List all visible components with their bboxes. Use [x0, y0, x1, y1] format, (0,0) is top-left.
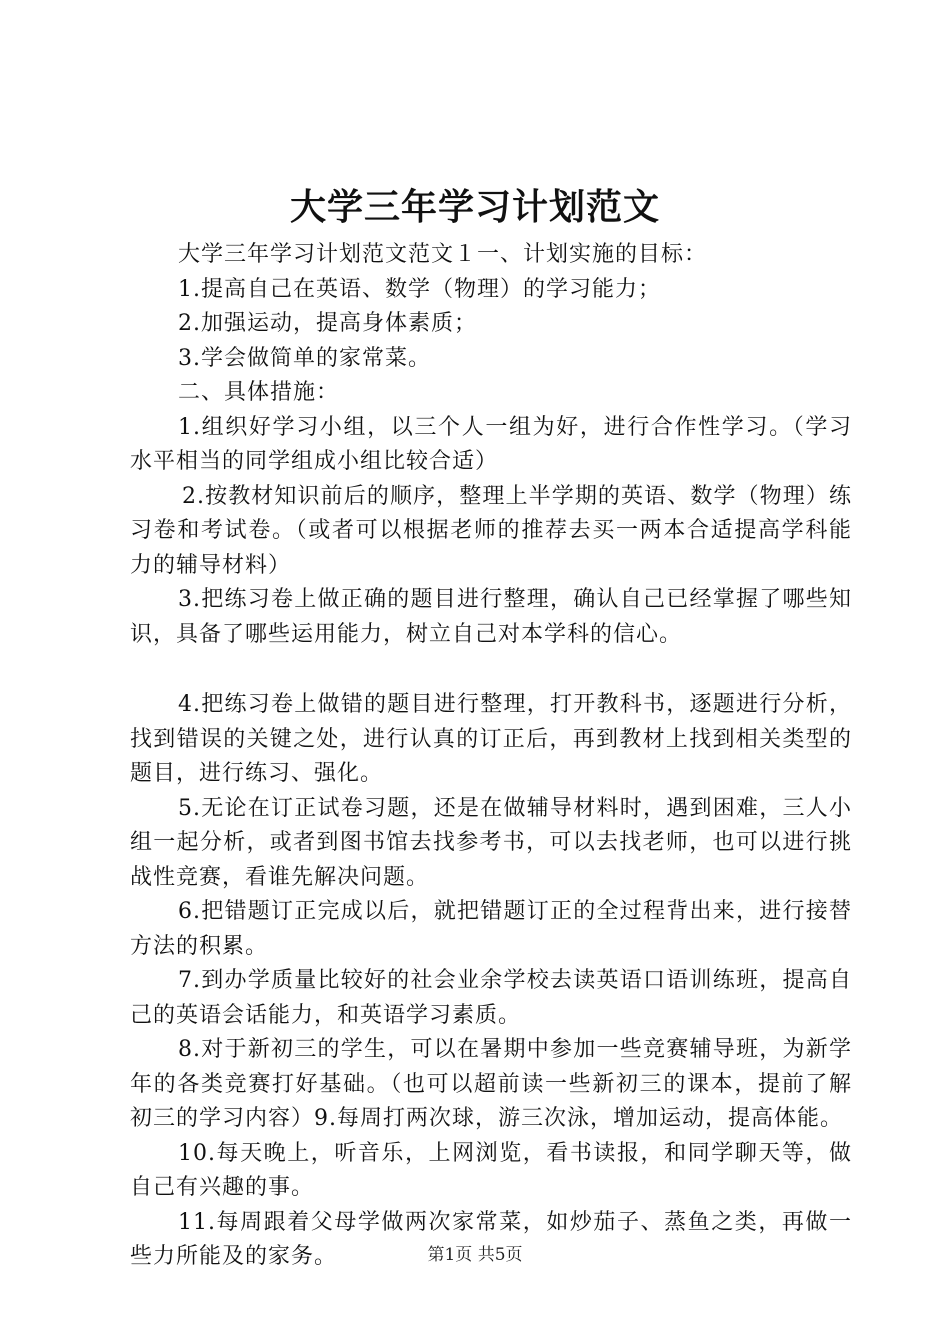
paragraph-measure-3: 3.把练习卷上做正确的题目进行整理，确认自己已经掌握了哪些知识，具备了哪些运用能力，树立自己对本学科的信心。 — [130, 587, 852, 647]
paragraph-measure-11: 11.每周跟着父母学做两次家常菜，如炒茄子、蒸鱼之类，再做一些力所能及的家务。 — [130, 1209, 852, 1269]
paragraph-measure-6: 6.把错题订正完成以后，就把错题订正的全过程背出来，进行接替方法的积累。 — [130, 899, 852, 959]
paragraph-goal-3: 3.学会做简单的家常菜。 — [178, 345, 431, 371]
page-number-footer: 第1页 共5页 — [427, 1245, 523, 1265]
document-title: 大学三年学习计划范文 — [289, 187, 660, 228]
paragraph-measure-7: 7.到办学质量比较好的社会业余学校去读英语口语训练班，提高自己的英语会话能力，和英语学习素质。 — [130, 968, 852, 1028]
paragraph-intro: 大学三年学习计划范文范文１一、计划实施的目标： — [178, 242, 708, 267]
paragraph-measure-5: 5.无论在订正试卷习题，还是在做辅导材料时，遇到困难，三人小组一起分析，或者到图书馆去找参考书，可以去找老师，也可以进行挑战性竞赛，看谁先解决问题。 — [130, 795, 852, 890]
paragraph-measure-4: 4.把练习卷上做错的题目进行整理，打开教科书，逐题进行分析，找到错误的关键之处，进行认真的订正后，再到教材上找到相关类型的题目，进行练习、强化。 — [130, 692, 852, 786]
paragraph-goal-2: 2.加强运动，提高身体素质； — [178, 311, 477, 336]
paragraph-measure-1: 1.组织好学习小组，以三个人一组为好，进行合作性学习。（学习水平相当的同学组成小组比较合适） — [130, 414, 852, 474]
paragraph-measure-2: 2.按教材知识前后的顺序，整理上半学期的英语、数学（物理）练习卷和考试卷。（或者可以根据老师的推荐去买一两本合适提高学科能力的辅导材料） — [130, 483, 852, 578]
document-body — [130, 238, 852, 1275]
paragraph-measure-10: 10.每天晚上，听音乐，上网浏览，看书读报，和同学聊天等，做自己有兴趣的事。 — [130, 1140, 852, 1200]
paragraph-section-heading: 二、具体措施： — [178, 380, 340, 405]
paragraph-goal-1: 1.提高自己在英语、数学（物理）的学习能力； — [178, 276, 661, 302]
paragraph-measure-8: 8.对于新初三的学生，可以在暑期中参加一些竞赛辅导班，为新学年的各类竞赛打好基础。（也可以超前读一些新初三的课本，提前了解初三的学习内容）9.每周打两次球，游三次泳，增加运动，提高体能。 — [130, 1037, 852, 1131]
